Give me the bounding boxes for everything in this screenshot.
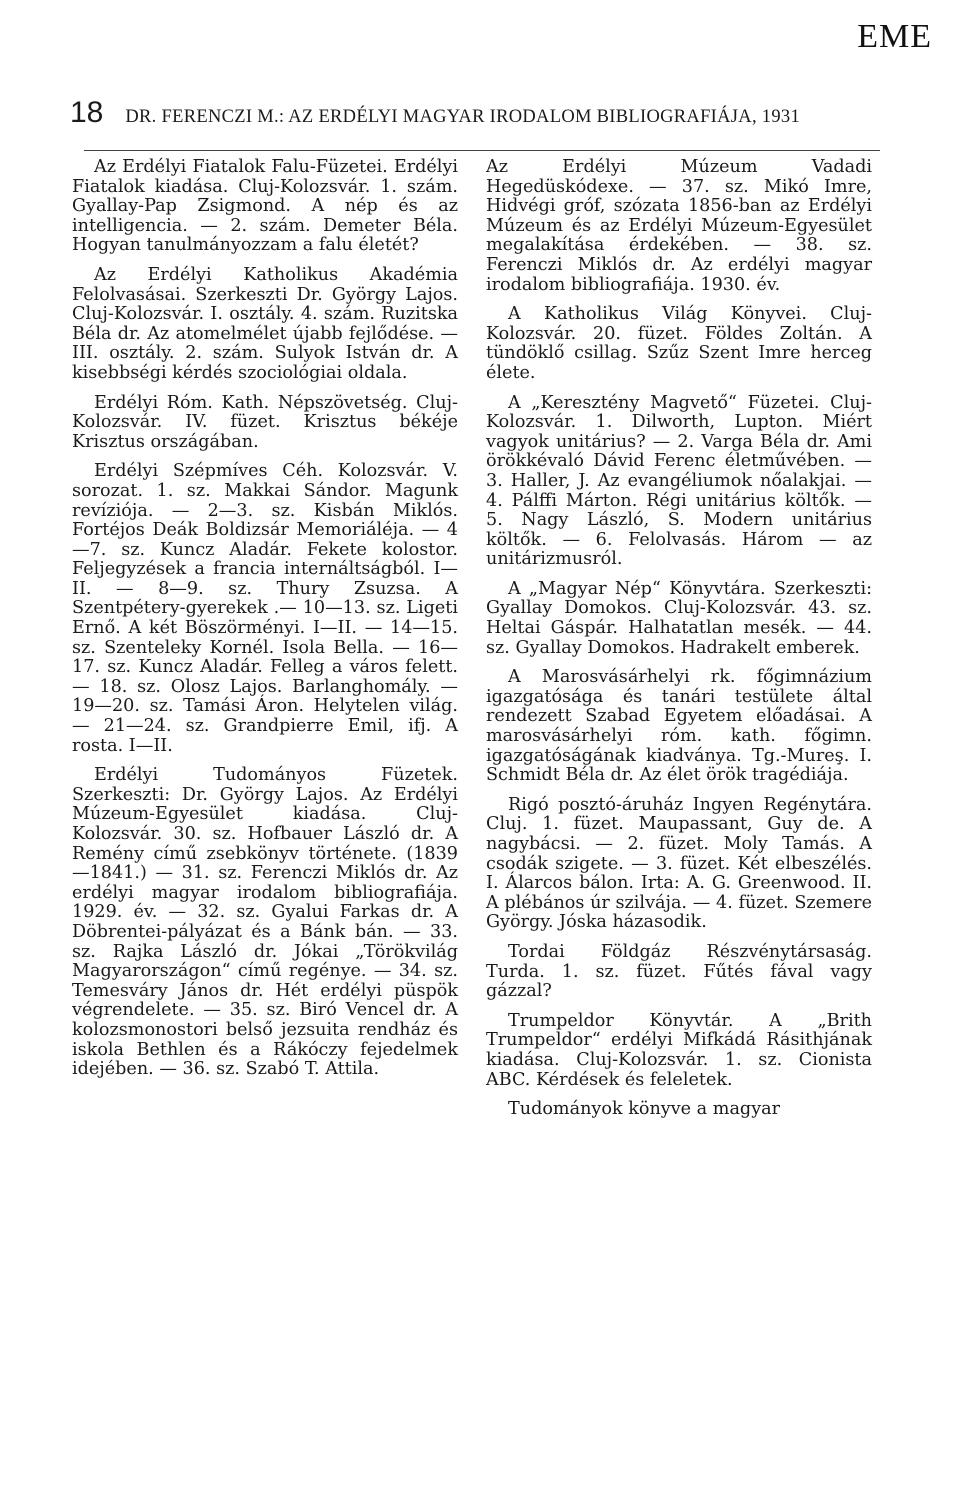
entry-tordai-foldgaz: Tordai Földgáz Részvénytársaság. Turda. 1. sz. füzet. Fűtés fával vagy gázzal? <box>486 941 872 1002</box>
page-number: 18 <box>70 96 104 129</box>
entry-erdelyi-fiatalok: Az Erdélyi Fiatalok Falu-Füzetei. Erdélyi Fiatalok kiadása. Cluj-Kolozsvár. 1. szám. Gyallay-Pap Zsigmond. A nép és az intelligencia. — 2. szám. Demeter Béla. Hogyan tanulmányozzam a falu életét? <box>72 157 458 256</box>
running-title: DR. FERENCZI M.: AZ ERDÉLYI MAGYAR IRODALOM BIBLIOGRAFIÁJA, 1931 <box>125 107 800 127</box>
header-rule <box>84 150 880 151</box>
publisher-logo: EME <box>857 18 932 55</box>
entry-szepmives-ceh: Erdélyi Szépmíves Céh. Kolozsvár. V. sorozat. 1. sz. Makkai Sándor. Magunk revíziója. — 2—3. sz. Kisbán Miklós. Fortéjos Deák Boldizsár Memoriáléja. — 4—7. sz. Kuncz Aladár. Fekete kolostor. Feljegyzések a francia internáltságból. I—II. — 8—9. sz. Thury Zsuzsa. A Szentpétery-gyerekek .— 10—13. sz. Ligeti Ernő. A két Böszörményi. I—II. — 14—15. sz. Szenteleky Kornél. Isola Bella. — 16—17. sz. Kuncz Aladár. Felleg a város felett. — 18. sz. Olosz Lajos. Barlanghomály. — 19—20. sz. Tamási Áron. Helytelen világ. — 21—24. sz. Grandpierre Emil, ifj. A rosta. I—II. <box>72 461 458 756</box>
entry-trumpeldor: Trumpeldor Könyvtár. A „Brith Trumpeldor“ erdélyi Mifkádá Rásithjának kiadása. Cluj-Kolozsvár. 1. sz. Cionista ABC. Kérdések és feleletek. <box>486 1010 872 1090</box>
entry-magyar-nep: A „Magyar Nép“ Könyvtára. Szerkeszti: Gyallay Domokos. Cluj-Kolozsvár. 43. sz. Heltai Gáspár. Halhatatlan mesék. — 44. sz. Gyallay Domokos. Hadrakelt emberek. <box>486 578 872 658</box>
entry-kereszteny-magveto: A „Keresztény Magvető“ Füzetei. Cluj-Kolozsvár. 1. Dilworth, Lupton. Miért vagyok unitárius? — 2. Varga Béla dr. Ami örökkévaló Dávid Ferenc életművében. — 3. Haller, J. Az evangéliumok nőalakjai. — 4. Pálffi Márton. Régi unitárius költők. — 5. Nagy László, S. Modern unitárius költők. — 6. Felolvasás. Három — az unitárizmusról. <box>486 392 872 570</box>
entry-tudomanyos-fuzetek-continued: Az Erdélyi Múzeum Vadadi Hegedüskódexe. — 37. sz. Mikó Imre, Hidvégi gróf, szózata 1856-ban az Erdélyi Múzeum és az Erdélyi Múzeum-Egyesület megalakítása érdekében. — 38. sz. Ferenczi Miklós dr. Az erdélyi magyar irodalom bibliografiája. 1930. év. <box>486 157 872 295</box>
entry-tudomanyok-konyve: Tudományok könyve a magyar <box>508 1099 781 1120</box>
page-header <box>70 96 932 136</box>
left-column <box>72 158 458 1090</box>
entry-rigo-regenytar: Rigó posztó-áruház Ingyen Regénytára. Cluj. 1. füzet. Maupassant, Guy de. A nagybácsi. — 2. füzet. Moly Tamás. A csodák szigete. — 3. füzet. Két elbeszélés. I. Álarcos bálon. Irta: A. G. Greenwood. II. A plébános úr szilvája. — 4. füzet. Szemere György. Jóska házasodik. <box>486 794 872 933</box>
entry-marosvasarhelyi-fogimnazium: A Marosvásárhelyi rk. főgimnázium igazgatósága és tanári testülete által rendezett Szabad Egyetem előadásai. A marosvásárhelyi róm. kath. főgimn. igazgatóságának kiadványa. Tg.-Mureş. I. Schmidt Béla dr. Az élet örök tragédiája. <box>486 667 872 786</box>
entry-katholikus-akademia: Az Erdélyi Katholikus Akadémia Felolvasásai. Szerkeszti Dr. György Lajos. Cluj-Kolozsvár. I. osztály. 4. szám. Ruzitska Béla dr. Az atomelmélet újabb fejlődése. — III. osztály. 2. szám. Sulyok István dr. A kisebbségi kérdés szociológiai oldala. <box>72 264 458 383</box>
entry-tudomanyos-fuzetek: Erdélyi Tudományos Füzetek. Szerkeszti: Dr. György Lajos. Az Erdélyi Múzeum-Egyesület kiadása. Cluj-Kolozsvár. 30. sz. Hofbauer László dr. A Remény című zsebkönyv története. (1839—1841.) — 31. sz. Ferenczi Miklós dr. Az erdélyi magyar irodalom bibliografiája. 1929. év. — 32. sz. Gyalui Farkas dr. A Döbrentei-pályázat és a Bánk bán. — 33. sz. Rajka László dr. Jókai „Törökvilág Magyarországon“ című regénye. — 34. sz. Temesváry János dr. Hét erdélyi püspök végrendelete. — 35. sz. Biró Vencel dr. A kolozsmonostori belső jezsuita rendház és iskola Bethlen és a Rákóczy fejedelmek idejében. — 36. sz. Szabó T. Attila. <box>72 765 458 1080</box>
entry-rom-kath-nepszovetseg: Erdélyi Róm. Kath. Népszövetség. Cluj-Kolozsvár. IV. füzet. Krisztus békéje Krisztus országában. <box>72 392 458 452</box>
right-column <box>486 158 872 1130</box>
entry-katholikus-vilag: A Katholikus Világ Könyvei. Cluj-Kolozsvár. 20. füzet. Földes Zoltán. A tündöklő csillag. Szűz Szent Imre herceg élete. <box>486 304 872 383</box>
